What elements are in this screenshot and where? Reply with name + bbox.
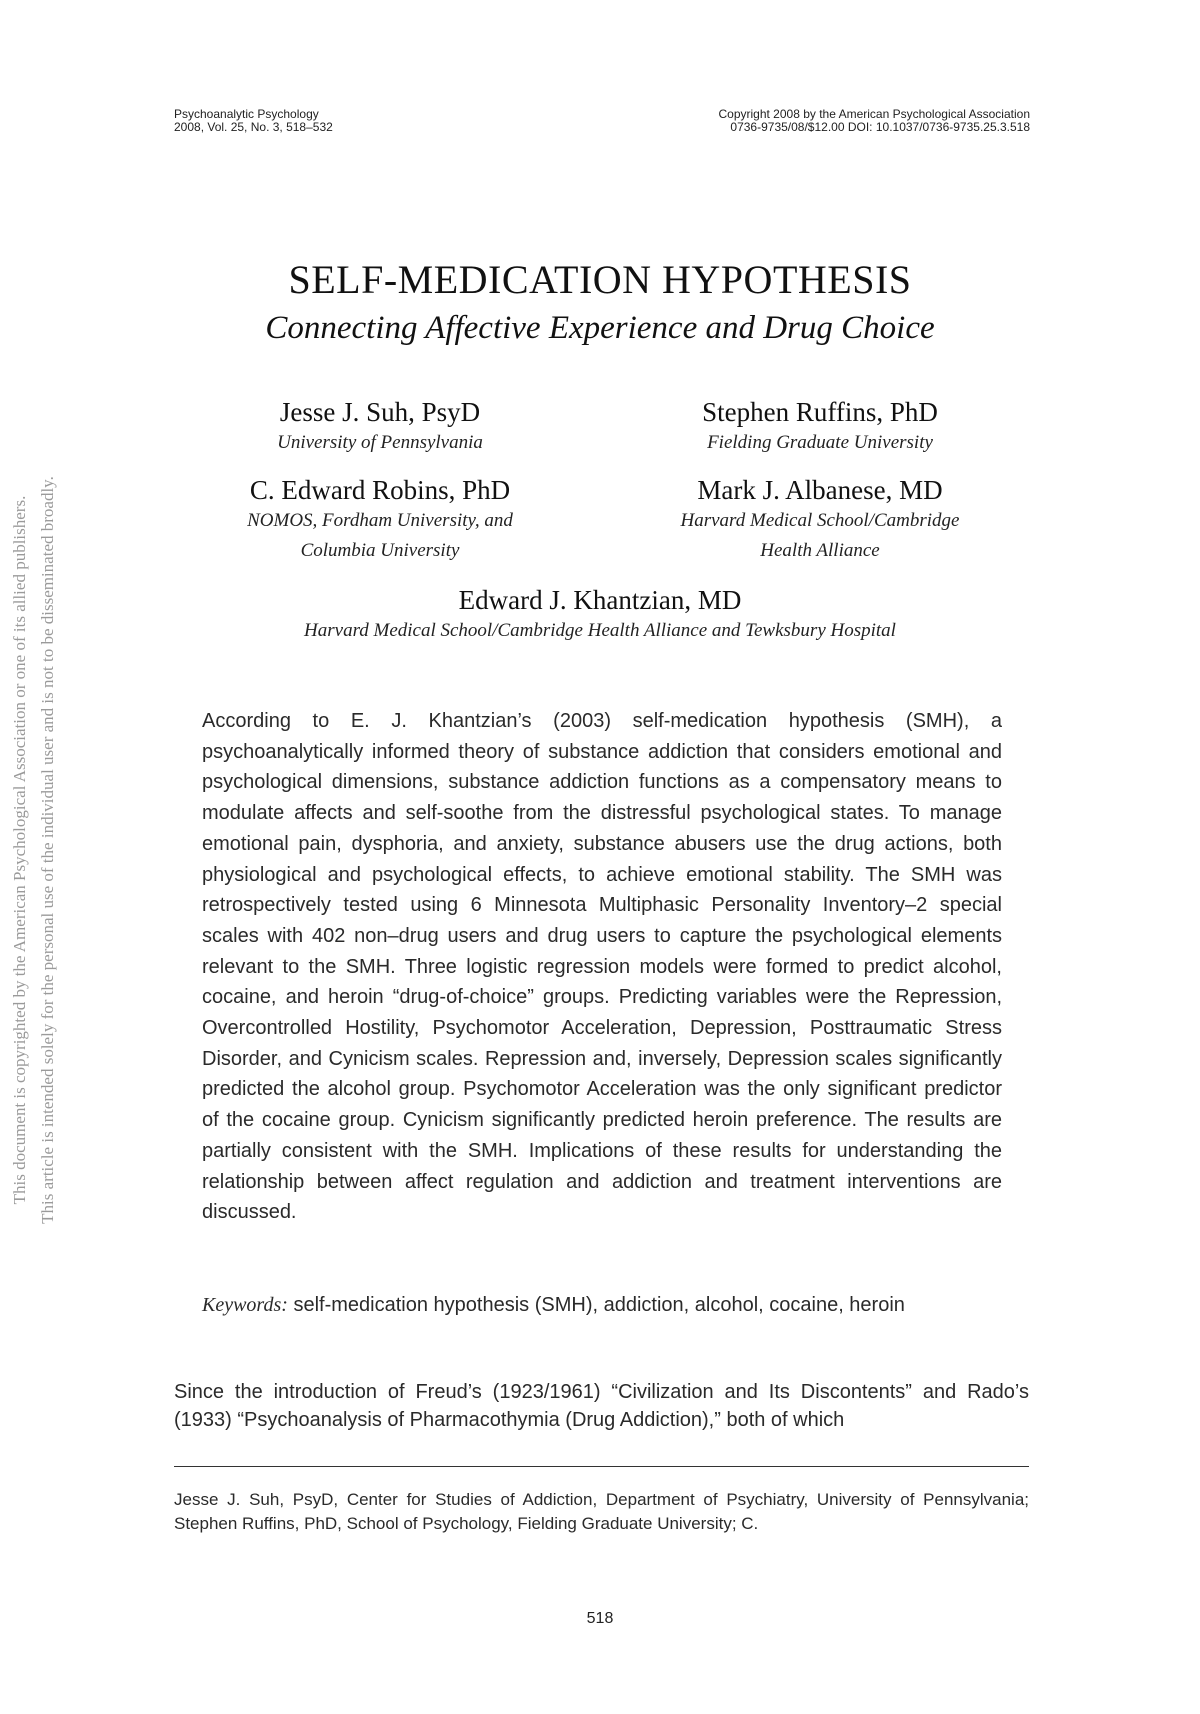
- side-notice-line-1: This document is copyrighted by the American Psychological Association or one of its allied publishers.: [10, 495, 29, 1205]
- author-affiliation: Health Alliance: [760, 540, 880, 561]
- page-number: 518: [586, 1610, 614, 1627]
- author-block: [200, 396, 560, 458]
- author-affiliation: Columbia University: [300, 540, 460, 561]
- author-name: C. Edward Robins, PhD: [249, 475, 511, 505]
- author-block: [150, 584, 1050, 646]
- keywords-label: Keywords:: [202, 1294, 288, 1316]
- author-affiliation: Harvard Medical School/Cambridge Health Alliance and Tewksbury Hospital: [304, 620, 896, 641]
- author-affiliation: NOMOS, Fordham University, and: [247, 510, 513, 531]
- keywords-text: self-medication hypothesis (SMH), addiction, alcohol, cocaine, heroin: [293, 1294, 905, 1316]
- side-copyright-notice: [6, 420, 62, 1280]
- keywords: [202, 1290, 1002, 1320]
- abstract: According to E. J. Khantzian’s (2003) self-medication hypothesis (SMH), a psychoanalytically informed theory of substance addiction that considers emotional and psychological dimensions, substance addiction functions as a compensatory means to modulate affects and self-soothe from the distressful psychological states. To manage emotional pain, dysphoria, and anxiety, substance abusers use the drug actions, both physiological and psychological effects, to achieve emotional stability. The SMH was retrospectively tested using 6 Minnesota Multiphasic Personality Inventory–2 special scales with 402 non–drug users and drug users to capture the psychological elements relevant to the SMH. Three logistic regression models were formed to predict alcohol, cocaine, and heroin “drug-of-choice” groups. Predicting variables were the Repression, Overcontrolled Hostility, Psychomotor Acceleration, Depression, Posttraumatic Stress Disorder, and Cynicism scales. Repression and, inversely, Depression scales significantly predicted the alcohol group. Psychomotor Acceleration was the only significant predictor of the cocaine group. Cynicism significantly predicted heroin preference. The results are partially consistent with the SMH. Implications of these results for understanding the relationship between affect regulation and addiction and treatment interventions are discussed.: [202, 710, 1002, 1224]
- journal-name: Psychoanalytic Psychology: [174, 107, 319, 121]
- author-name: Mark J. Albanese, MD: [697, 475, 943, 505]
- running-header-left: [174, 108, 333, 134]
- footnote-divider: [174, 1466, 1029, 1467]
- doi-line: 0736-9735/08/$12.00 DOI: 10.1037/0736-9735.25.3.518: [730, 120, 1030, 134]
- author-affiliation: Harvard Medical School/Cambridge: [680, 510, 960, 531]
- copyright-notice: Copyright 2008 by the American Psychological Association: [718, 107, 1030, 121]
- article-title: SELF-MEDICATION HYPOTHESIS: [288, 257, 912, 302]
- side-notice-line-2: This article is intended solely for the personal use of the individual user and is not to be disseminated broadly.: [38, 476, 57, 1224]
- article-subtitle: Connecting Affective Experience and Drug Choice: [265, 310, 935, 346]
- author-name: Jesse J. Suh, PsyD: [279, 397, 481, 427]
- body-paragraph: Since the introduction of Freud’s (1923/1961) “Civilization and Its Discontents” and Rado’s (1933) “Psychoanalysis of Pharmacothymia (Drug Addiction),” both of which: [174, 1381, 1029, 1431]
- author-block: [180, 474, 580, 566]
- author-footnote: Jesse J. Suh, PsyD, Center for Studies of Addiction, Department of Psychiatry, University of Pennsylvania; Stephen Ruffins, PhD, School of Psychology, Fielding Graduate University; C.: [174, 1490, 1029, 1533]
- author-affiliation: Fielding Graduate University: [707, 432, 933, 453]
- author-name: Edward J. Khantzian, MD: [458, 585, 742, 615]
- author-affiliation: University of Pennsylvania: [277, 432, 483, 453]
- journal-issue: 2008, Vol. 25, No. 3, 518–532: [174, 120, 333, 134]
- author-name: Stephen Ruffins, PhD: [702, 397, 938, 427]
- author-block: [610, 396, 1030, 458]
- running-header-right: [718, 108, 1030, 134]
- author-block: [610, 474, 1030, 566]
